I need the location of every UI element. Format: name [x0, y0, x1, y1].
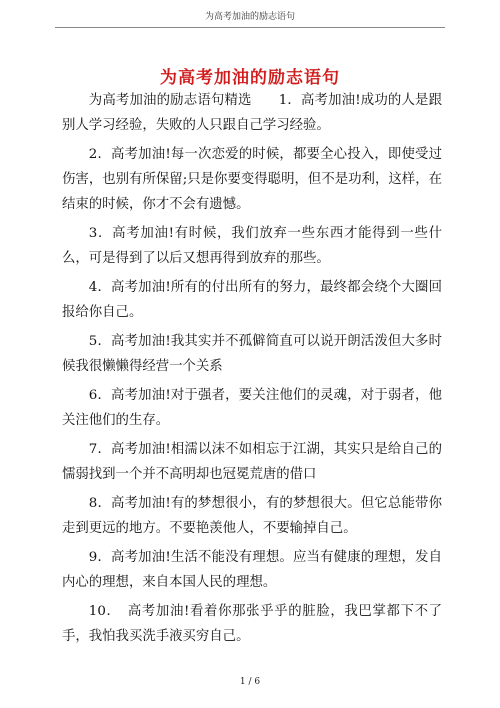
page-number: 1 / 6 [239, 677, 261, 687]
paragraph-10: 10． 高考加油!看着你那张乎乎的脏脸，我巴掌都下不了手，我怕我买洗手液买穷自己。 [62, 604, 442, 644]
paragraph-6: 6．高考加油!对于强者，要关注他们的灵魂，对于弱者，他关注他们的生存。 [62, 388, 442, 428]
paragraph-9: 9．高考加油!生活不能没有理想。应当有健康的理想，发自内心的理想，来自本国人民的理想。 [62, 550, 442, 590]
page-header: 为高考加油的励志语句 [204, 12, 295, 22]
document-body [62, 88, 442, 653]
header-divider [55, 27, 445, 28]
paragraph-4: 4．高考加油!所有的付出所有的努力，最终都会绕个大圈回报给你自己。 [62, 280, 442, 320]
document-title: 为高考加油的励志语句 [160, 68, 340, 88]
paragraph-1: 为高考加油的励志语句精选 1．高考加油!成功的人是跟别人学习经验，失败的人只跟自己学习经验。 [62, 93, 442, 133]
paragraph-3: 3．高考加油!有时候，我们放弃一些东西才能得到一些什么，可是得到了以后又想再得到放弃的那些。 [62, 226, 442, 266]
paragraph-8: 8．高考加油!有的梦想很小，有的梦想很大。但它总能带你走到更远的地方。不要艳羡他人，不要输掉自己。 [62, 496, 442, 536]
paragraph-7: 7．高考加油!相濡以沫不如相忘于江湖，其实只是给自己的懦弱找到一个并不高明却也冠冕荒唐的借口 [62, 442, 442, 482]
paragraph-5: 5．高考加油!我其实并不孤僻简直可以说开朗活泼但大多时候我很懒懒得经营一个关系 [62, 334, 442, 374]
paragraph-2: 2．高考加油!每一次恋爱的时候，都要全心投入，即使受过伤害，也别有所保留;只是你要变得聪明，但不是功利，这样，在结束的时候，你才不会有遗憾。 [62, 147, 442, 212]
